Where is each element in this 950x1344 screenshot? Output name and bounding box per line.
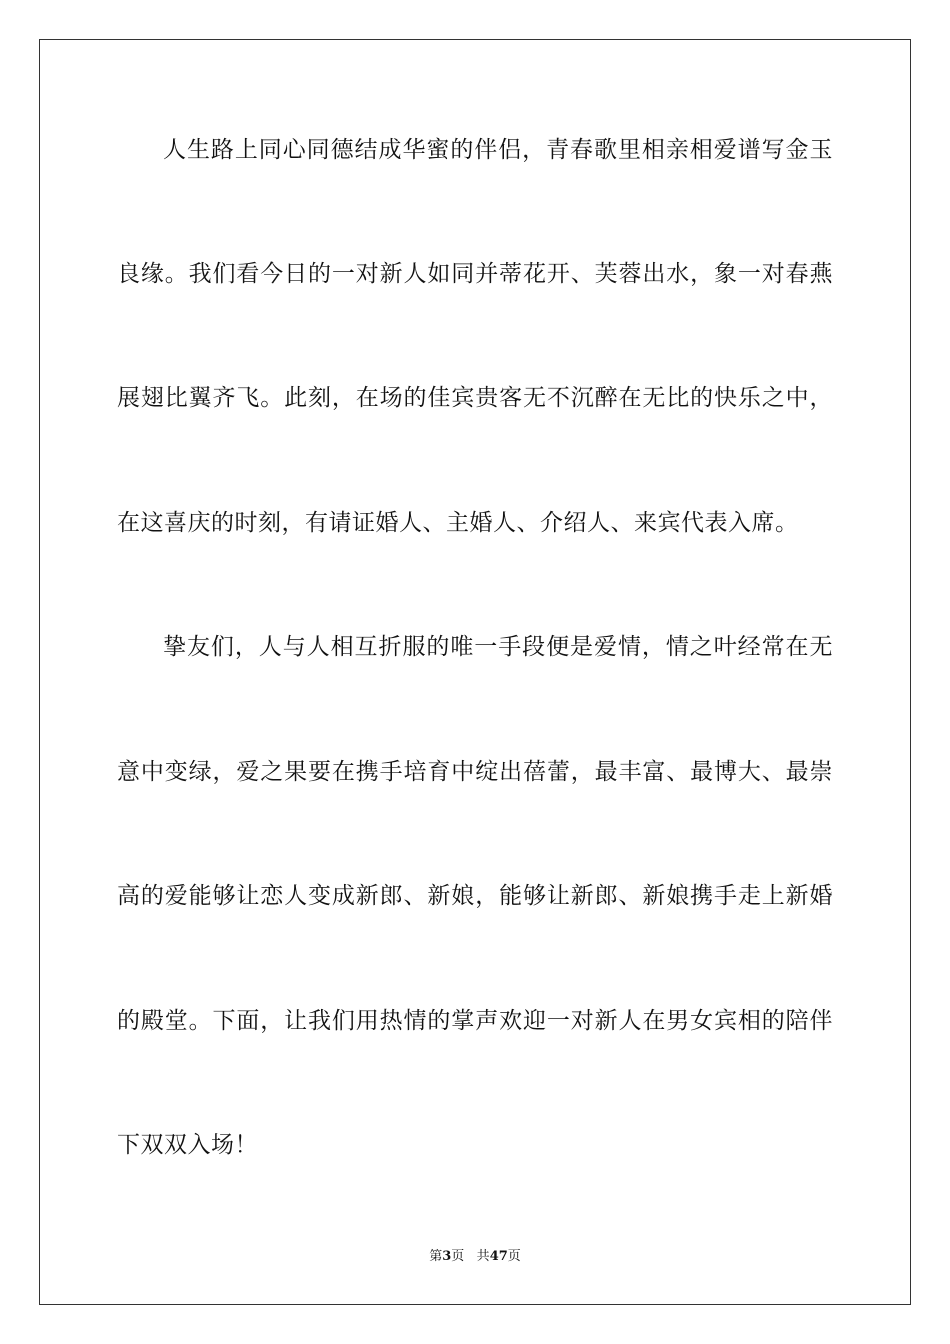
text-line: 良缘。我们看今日的一对新人如同并蒂花开、芙蓉出水，象一对春燕 (117, 261, 833, 287)
text-line: 意中变绿，爱之果要在携手培育中绽出蓓蕾，最丰富、最博大、最崇 (117, 759, 833, 785)
page-frame (39, 39, 911, 1305)
text-line: 挚友们，人与人相互折服的唯一手段便是爱情，情之叶经常在无 (163, 634, 833, 660)
total-pages: 47 (489, 1249, 508, 1264)
text-line: 在这喜庆的时刻，有请证婚人、主婚人、介绍人、来宾代表入席。 (117, 510, 799, 536)
text-line: 高的爱能够让恋人变成新郎、新娘，能够让新郎、新娘携手走上新婚 (117, 883, 833, 909)
text-line: 展翅比翼齐飞。此刻，在场的佳宾贵客无不沉醉在无比的快乐之中， (117, 385, 833, 411)
page-prefix: 第 (429, 1249, 443, 1264)
text-line: 的殿堂。下面，让我们用热情的掌声欢迎一对新人在男女宾相的陪伴 (117, 1008, 833, 1034)
text-line: 人生路上同心同德结成华蜜的伴侣，青春歌里相亲相爱谱写金玉 (163, 137, 833, 163)
page-number: 3 (442, 1249, 452, 1264)
page-footer (0, 1248, 950, 1266)
page-suffix: 页 (451, 1249, 465, 1264)
text-line: 下双双入场！ (117, 1132, 258, 1158)
total-suffix: 页 (507, 1249, 521, 1264)
total-prefix: 共 (476, 1249, 490, 1264)
